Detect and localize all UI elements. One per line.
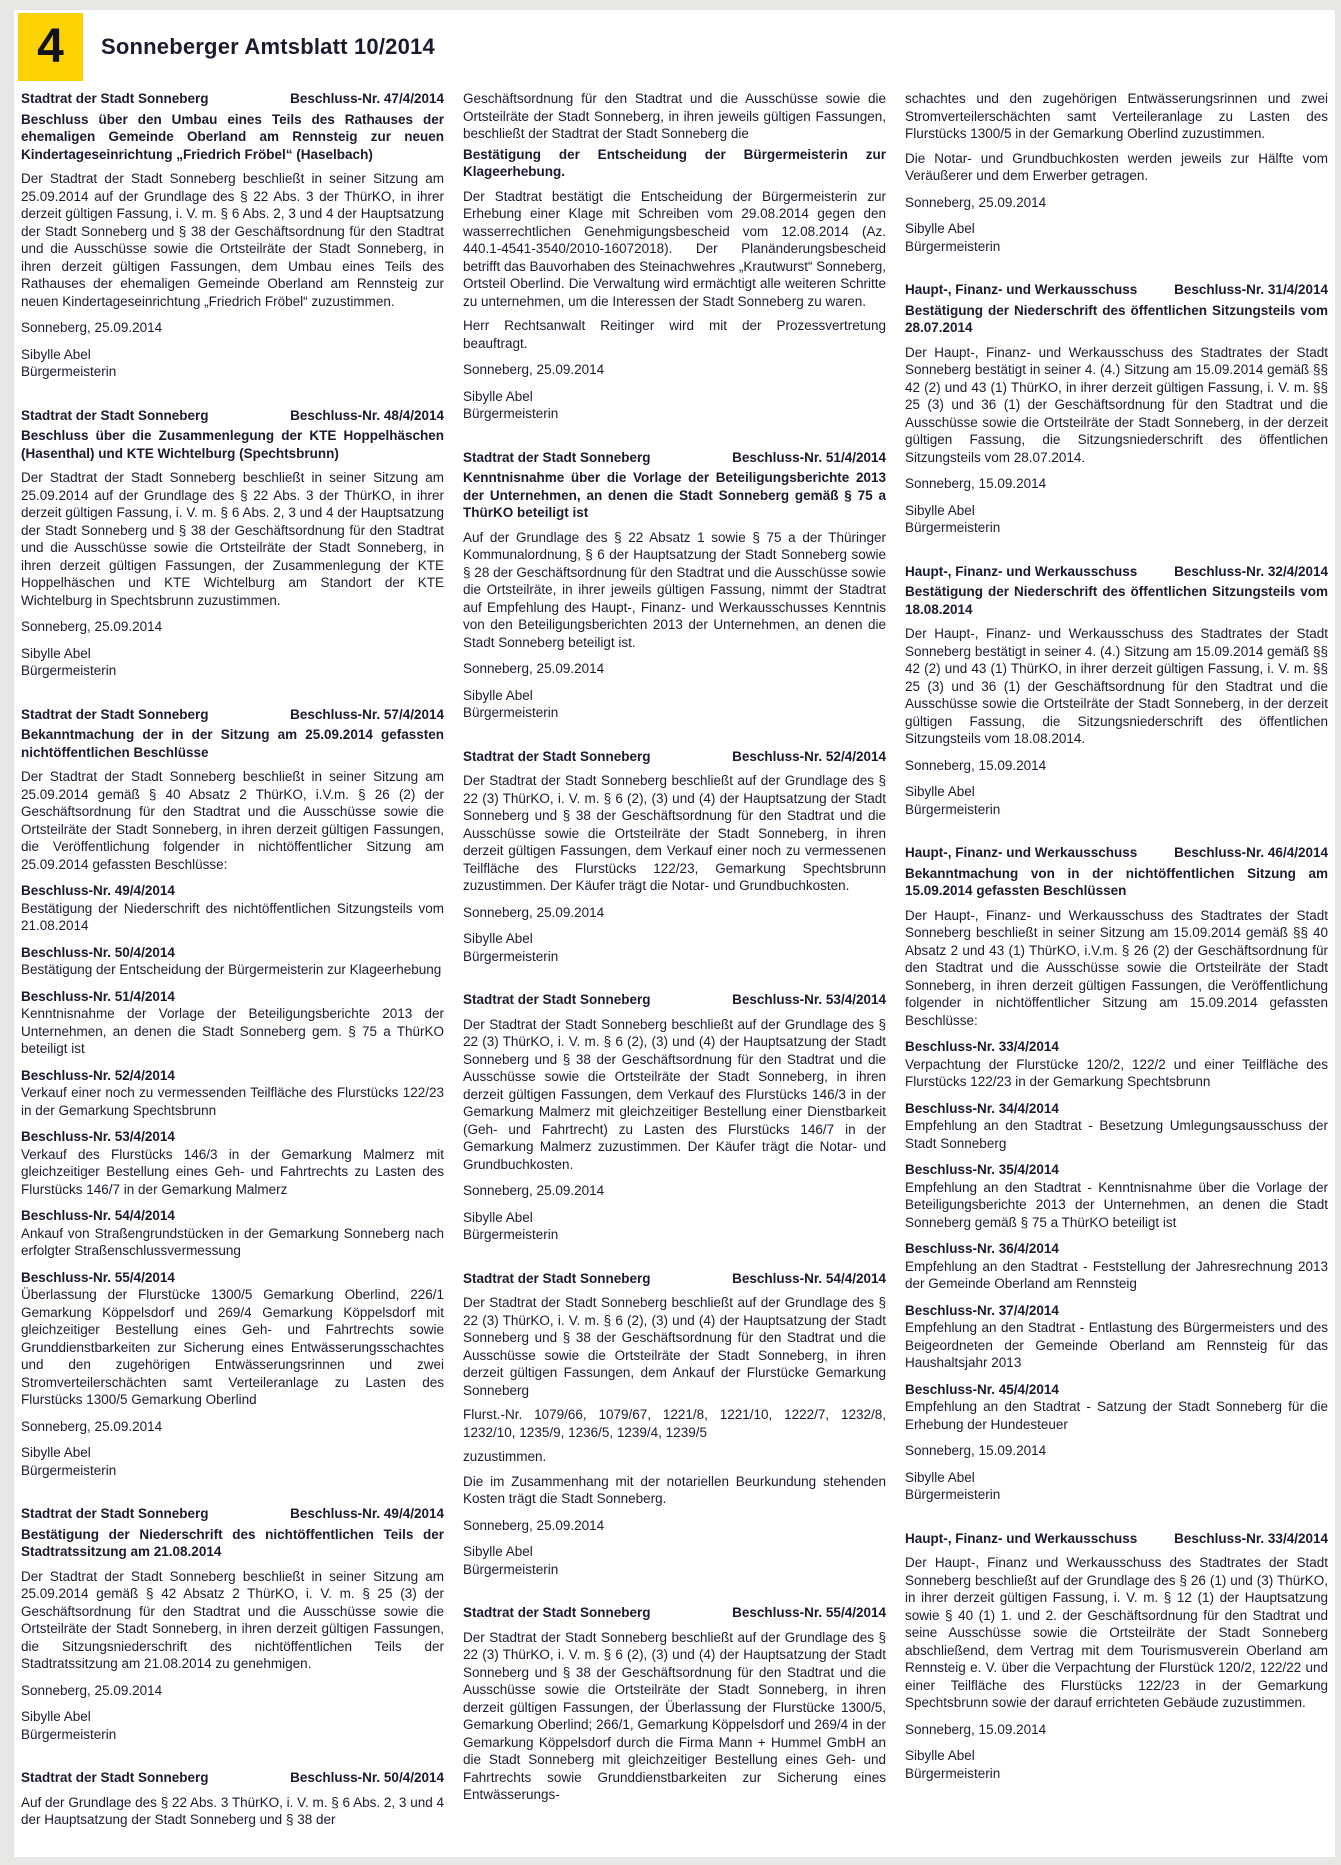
signoff-role: Bürgermeisterin	[463, 406, 559, 421]
section-org: Stadtrat der Stadt Sonneberg	[463, 1270, 651, 1286]
signoff-place-date: Sonneberg, 15.09.2014	[905, 1443, 1047, 1458]
beschluss-number-subhead: Beschluss-Nr. 33/4/2014	[905, 1039, 1059, 1054]
signoff-role: Bürgermeisterin	[21, 364, 117, 379]
section-header	[21, 1769, 444, 1787]
paragraph: zuzustimmen.	[463, 1449, 547, 1464]
section-beschluss-number: Beschluss-Nr. 51/4/2014	[732, 449, 886, 465]
signoff-role: Bürgermeisterin	[21, 1726, 117, 1742]
signoff-name: Sibylle Abel	[905, 221, 975, 236]
section-header	[463, 449, 886, 467]
signoff-place-date: Sonneberg, 15.09.2014	[905, 757, 1047, 773]
section-header	[21, 90, 444, 108]
signoff-name: Sibylle Abel	[463, 388, 533, 404]
beschluss-subject: Bestätigung der Niederschrift des nichtöffentlichen Sitzungsteils vom 21.08.2014	[21, 900, 444, 933]
beschluss-number-subhead: Beschluss-Nr. 54/4/2014	[21, 1208, 175, 1223]
paragraph: schachtes und den zugehörigen Entwässerungsrinnen und zwei Stromverteilerschächten samt Verteileranlage zu Lasten des Flurstücks 1300/5 in der Gemarkung Oberlind zuzustimmen.	[905, 91, 1328, 141]
beschluss-subject: Verkauf einer noch zu vermessenden Teilfläche des Flurstücks 122/23 in der Gemarkung Spechtsbrunn	[21, 1085, 444, 1118]
beschluss-subject: Empfehlung an den Stadtrat - Satzung der Stadt Sonneberg für die Erhebung der Hundesteuer	[905, 1399, 1328, 1432]
paragraph: Der Haupt-, Finanz- und Werkausschuss des Stadtrates der Stadt Sonneberg bestätigt in seiner 4. (4.) Sitzung am 15.09.2014 gemäß §§ 42 (2) und 43 (1) ThürKO, in ihrer derzeit gültigen Fassung, i. V. m. §§ 25 (3) und 36 (1) der Geschäftsordnung für den Stadtrat und die Ausschüsse sowie die Ortsteilräte der Stadt Sonneberg, in der derzeit gültigen Fassung, die Sitzungsniederschrift des öffentlichen Sitzungsteils vom 18.08.2014.	[905, 626, 1328, 746]
section-title: Bestätigung der Niederschrift des öffentlichen Sitzungsteils vom 28.07.2014	[905, 302, 1328, 335]
beschluss-subject: Bestätigung der Entscheidung der Bürgermeisterin zur Klageerhebung	[21, 962, 442, 977]
paragraph: Geschäftsordnung für den Stadtrat und die Ausschüsse sowie die Ortsteilräte der Stadt Sonneberg, in ihren jeweils gültigen Fassungen, beschließt der Stadtrat der Stadt Sonneberg die	[463, 91, 886, 141]
signoff-name: Sibylle Abel	[463, 687, 533, 703]
signoff-name: Sibylle Abel	[463, 1544, 533, 1559]
section-title: Bekanntmachung von in der nichtöffentlichen Sitzung am 15.09.2014 gefassten Beschlüssen	[905, 865, 1328, 898]
section-title: Bekanntmachung der in der Sitzung am 25.09.2014 gefassten nichtöffentlichen Beschlüsse	[21, 727, 444, 760]
signoff-place-date: Sonneberg, 25.09.2014	[905, 194, 1047, 210]
beschluss-number-subhead: Beschluss-Nr. 45/4/2014	[905, 1381, 1059, 1397]
section-title: Beschluss über den Umbau eines Teils des Rathauses der ehemaligen Gemeinde Oberland am Rennsteig zur neuen Kindertageseinrichtung „Friedrich Fröbel“ (Haselbach)	[21, 111, 444, 162]
beschluss-subject: Empfehlung an den Stadtrat - Kenntnisnahme über die Vorlage der Beteiligungsberichte 2013 der Unternehmen, an denen die Stadt Sonneberg gemäß § 75 a ThürKO beteiligt ist	[905, 1179, 1328, 1230]
signoff-role: Bürgermeisterin	[463, 948, 559, 964]
paragraph: Der Haupt-, Finanz- und Werkausschuss des Stadtrates der Stadt Sonneberg beschließt in seiner Sitzung am 15.09.2014 gemäß §§ 40 Absatz 2 und 43 (1) ThürKO, i.V.m. § 26 (2) der Geschäftsordnung für den Stadtrat und die Ausschüsse sowie die Ortsteilräte der Stadt Sonneberg, in ihren derzeit gültigen Fassungen, die Veröffentlichung folgender in nichtöffentlicher Sitzung am 15.09.2014 gefassten Beschlüsse:	[905, 907, 1328, 1028]
section-header	[905, 844, 1328, 862]
signoff-name: Sibylle Abel	[905, 502, 975, 518]
beschluss-subject: Empfehlung an den Stadtrat - Besetzung Umlegungsausschuss der Stadt Sonneberg	[905, 1118, 1328, 1151]
beschluss-number-subhead: Beschluss-Nr. 36/4/2014	[905, 1241, 1059, 1256]
signoff-role: Bürgermeisterin	[463, 1227, 559, 1242]
paragraph: Der Stadtrat der Stadt Sonneberg beschließt auf der Grundlage des § 22 (3) ThürKO, i. V. m. § 6 (2), (3) und (4) der Hauptsatzung der Stadt Sonneberg und § 38 der Geschäftsordnung für den Stadtrat und die Ausschüsse sowie die Ortsteilräte der Stadt Sonneberg, in ihren derzeit gültigen Fassungen, dem Verkauf einer noch zu vermessenen Teilfläche des Flurstücks 122/23, Gemarkung Spechtsbrunn zuzustimmen. Der Käufer trägt die Notar- und Grundbuchkosten.	[463, 773, 886, 893]
paragraph: Der Haupt-, Finanz und Werkausschuss des Stadtrates der Stadt Sonneberg beschließt auf der Grundlage des § 26 (1) und (3) ThürKO, in ihrer derzeit gültigen Fassung, i. V. m. § 12 (1) der Hauptsatzung sowie § 40 (1) 1. und 2. der Geschäftsordnung für den Stadtrat und seine Ausschüsse sowie die Ortsteilräte der Stadt Sonneberg abschließend, dem Vertrag mit dem Tourismusverein Oberland am Rennsteig e. V. über die Verpachtung der Flurstück 120/2, 122/22 und einer Teilfläche des Flurstücks 122/23 in der Gemarkung Spechtsbrunn sowie der darauf errichteten Gebäude zuzustimmen.	[905, 1555, 1328, 1710]
paragraph: Der Stadtrat der Stadt Sonneberg beschließt in seiner Sitzung am 25.09.2014 gemäß § 42 Absatz 2 ThürKO, i. V. m. § 25 (3) der Geschäftsordnung für den Stadtrat und die Ausschüsse sowie die Ortsteilräte der Stadt Sonneberg, in ihren derzeit gültigen Fassungen, die Sitzungsniederschrift des nichtöffentlichen Teils der Stadtratssitzung am 21.08.2014 zu genehmigen.	[21, 1568, 444, 1671]
section-beschluss-number: Beschluss-Nr. 33/4/2014	[1174, 1530, 1328, 1546]
section-header	[21, 706, 444, 724]
signoff-place-date: Sonneberg, 15.09.2014	[905, 476, 1047, 491]
signoff-role: Bürgermeisterin	[905, 1765, 1001, 1781]
paragraph: Der Stadtrat der Stadt Sonneberg beschließt in seiner Sitzung am 25.09.2014 auf der Grundlage des § 22 Abs. 3 der ThürKO, in ihrer derzeit gültigen Fassung, i. V. m. § 6 Abs. 2, 3 und 4 der Hauptsatzung der Stadt Sonneberg und § 38 der Geschäftsordnung für den Stadtrat und die Ausschüsse sowie die Ortsteilräte der Stadt Sonneberg, in ihren derzeit gültigen Fassungen, der Zusammenlegung der KTE Hoppelhäschen und KTE Wichtelburg am Standort der KTE Wichtelburg in Spechtsbrunn zuzustimmen.	[21, 470, 444, 608]
beschluss-number-subhead: Beschluss-Nr. 49/4/2014	[21, 883, 175, 898]
signoff-place-date: Sonneberg, 25.09.2014	[21, 320, 163, 335]
section-header	[905, 563, 1328, 581]
section-header	[463, 991, 886, 1009]
signoff-place-date: Sonneberg, 25.09.2014	[21, 619, 163, 634]
section-org: Stadtrat der Stadt Sonneberg	[463, 992, 651, 1007]
signoff-name: Sibylle Abel	[905, 784, 975, 799]
beschluss-subject: Kenntnisnahme der Vorlage der Beteiligungsberichte 2013 der Unternehmen, an denen die Stadt Sonneberg gem. § 75 a ThürKO beteiligt ist	[21, 1006, 444, 1056]
section-header	[463, 1604, 886, 1622]
section-beschluss-number: Beschluss-Nr. 53/4/2014	[732, 992, 886, 1007]
section-org: Stadtrat der Stadt Sonneberg	[21, 1506, 209, 1521]
paragraph: Der Stadtrat der Stadt Sonneberg beschließt auf der Grundlage des § 22 (3) ThürKO, i. V. m. § 6 (2), (3) und (4) der Hauptsatzung der Stadt Sonneberg und § 38 der Geschäftsordnung für den Stadtrat und die Ausschüsse sowie die Ortsteilräte der Stadt Sonneberg, in ihren derzeit gültigen Fassungen, der Überlassung der Flurstücke 1300/5, Gemarkung Oberlind; 266/1, Gemarkung Köppelsdorf und 269/4 in der Gemarkung Köppelsdorf durch die Firma Mann + Hummel GmbH an die Stadt Sonneberg mit gleichzeitiger Bestellung eines Geh- und Fahrtrechts sowie Grunddienstbarkeiten zur Sicherung eines Entwässerungs-	[463, 1629, 886, 1802]
section-title: Bestätigung der Niederschrift des öffentlichen Sitzungsteils vom 18.08.2014	[905, 584, 1328, 617]
signoff-place-date: Sonneberg, 25.09.2014	[463, 1183, 605, 1198]
beschluss-number-subhead: Beschluss-Nr. 50/4/2014	[21, 944, 175, 960]
beschluss-subject: Ankauf von Straßengrundstücken in der Gemarkung Sonneberg nach erfolgter Straßenschlussvermessung	[21, 1225, 444, 1258]
section-beschluss-number: Beschluss-Nr. 55/4/2014	[732, 1605, 886, 1620]
beschluss-number-subhead: Beschluss-Nr. 34/4/2014	[905, 1100, 1059, 1116]
signoff-place-date: Sonneberg, 25.09.2014	[21, 1418, 163, 1434]
signoff-role: Bürgermeisterin	[21, 663, 117, 678]
beschluss-subject: Empfehlung an den Stadtrat - Entlastung des Bürgermeisters und des Beigeordneten der Gemeinde Oberland am Rennsteig für das Haushaltsjahr 2013	[905, 1320, 1328, 1370]
signoff-role: Bürgermeisterin	[463, 705, 559, 720]
signoff-name: Sibylle Abel	[463, 931, 533, 946]
signoff-name: Sibylle Abel	[21, 346, 91, 362]
signoff-role: Bürgermeisterin	[905, 801, 1001, 817]
beschluss-number-subhead: Beschluss-Nr. 51/4/2014	[21, 988, 175, 1004]
section-beschluss-number: Beschluss-Nr. 54/4/2014	[732, 1270, 886, 1286]
beschluss-number-subhead: Beschluss-Nr. 35/4/2014	[905, 1162, 1059, 1177]
beschluss-subject: Verpachtung der Flurstücke 120/2, 122/2 und einer Teilfläche des Flurstücks 122/23 in der Gemarkung Spechtsbrunn	[905, 1056, 1328, 1089]
section-title: Bestätigung der Entscheidung der Bürgermeisterin zur Klageerhebung.	[463, 146, 886, 179]
column-2	[463, 90, 886, 1862]
paragraph: Die Notar- und Grundbuchkosten werden jeweils zur Hälfte vom Veräußerer und dem Erwerber getragen.	[905, 150, 1328, 183]
beschluss-subject: Verkauf des Flurstücks 146/3 in der Gemarkung Malmerz mit gleichzeitiger Bestellung eines Geh- und Fahrtrechts zu Lasten des Flurstücks 146/7 in der Gemarkung Malmerz	[21, 1146, 444, 1197]
signoff-name: Sibylle Abel	[463, 1209, 533, 1225]
section-beschluss-number: Beschluss-Nr. 46/4/2014	[1174, 845, 1328, 860]
section-org: Haupt-, Finanz- und Werkausschuss	[905, 282, 1138, 297]
section-title: Bestätigung der Niederschrift des nichtöffentlichen Teils der Stadtratssitzung am 21.08.2014	[21, 1526, 444, 1559]
section-org: Stadtrat der Stadt Sonneberg	[463, 449, 651, 465]
paragraph: Der Stadtrat der Stadt Sonneberg beschließt in seiner Sitzung am 25.09.2014 auf der Grundlage des § 22 Abs. 3 der ThürKO, in ihrer derzeit gültigen Fassung, i. V. m. § 6 Abs. 2, 3 und 4 der Hauptsatzung der Stadt Sonneberg und § 38 der Geschäftsordnung für den Stadtrat und die Ausschüsse sowie die Ortsteilräte der Stadt Sonneberg, in ihren derzeit gültigen Fassungen, dem Umbau eines Teils des Rathauses der ehemaligen Gemeinde Oberland am Rennsteig zur neuen Kindertageseinrichtung „Friedrich Fröbel“ zuzustimmen.	[21, 171, 444, 309]
section-header	[905, 281, 1328, 299]
section-beschluss-number: Beschluss-Nr. 47/4/2014	[290, 91, 444, 106]
signoff-name: Sibylle Abel	[905, 1748, 975, 1763]
section-beschluss-number: Beschluss-Nr. 57/4/2014	[290, 706, 444, 722]
section-org: Stadtrat der Stadt Sonneberg	[21, 1770, 209, 1785]
signoff-name: Sibylle Abel	[21, 645, 91, 661]
section-beschluss-number: Beschluss-Nr. 31/4/2014	[1174, 282, 1328, 297]
paragraph: Der Stadtrat bestätigt die Entscheidung der Bürgermeisterin zur Erhebung einer Klage mit Schreiben vom 29.08.2014 gegen den wasserrechtlichen Genehmigungsbescheid vom 12.08.2014 (Az. 440.1-4541-3540/2010-16072018). Der Planänderungsbescheid betrifft das Bauvorhaben des Steinachwehres „Krautwurst“ Sonneberg, Ortsteil Oberlind. Die Verwaltung wird ermächtigt alle weiteren Schritte zu unternehmen, um die Interessen der Stadt Sonneberg zu waren.	[463, 188, 886, 309]
paragraph: Die im Zusammenhang mit der notariellen Beurkundung stehenden Kosten trägt die Stadt Sonneberg.	[463, 1473, 886, 1506]
section-beschluss-number: Beschluss-Nr. 32/4/2014	[1174, 563, 1328, 579]
section-beschluss-number: Beschluss-Nr. 50/4/2014	[290, 1770, 444, 1785]
page-number-box	[18, 13, 83, 81]
beschluss-number-subhead: Beschluss-Nr. 52/4/2014	[21, 1067, 175, 1083]
section-org: Stadtrat der Stadt Sonneberg	[463, 1605, 651, 1620]
section-org: Stadtrat der Stadt Sonneberg	[463, 748, 651, 764]
section-title: Beschluss über die Zusammenlegung der KTE Hoppelhäschen (Hasenthal) und KTE Wichtelburg (Spechtsbrunn)	[21, 428, 444, 461]
paragraph: Flurst.-Nr. 1079/66, 1079/67, 1221/8, 1221/10, 1222/7, 1232/8, 1232/10, 1235/9, 1236/5, 1239/4, 1239/5	[463, 1407, 886, 1440]
column-1	[21, 90, 444, 1862]
paragraph: Der Stadtrat der Stadt Sonneberg beschließt auf der Grundlage des § 22 (3) ThürKO, i. V. m. § 6 (2), (3) und (4) der Hauptsatzung der Stadt Sonneberg und § 38 der Geschäftsordnung für den Stadtrat und die Ausschüsse sowie die Ortsteilräte der Stadt Sonneberg, in ihren derzeit gültigen Fassungen, dem Ankauf der Flurstücke Gemarkung Sonneberg	[463, 1295, 886, 1398]
paragraph: Auf der Grundlage des § 22 Abs. 3 ThürKO, i. V. m. § 6 Abs. 2, 3 und 4 der Hauptsatzung der Stadt Sonneberg und § 38 der	[21, 1794, 444, 1827]
section-title: Kenntnisnahme über die Vorlage der Beteiligungsberichte 2013 der Unternehmen, an denen die Stadt Sonneberg gemäß § 75 a ThürKO beteiligt ist	[463, 470, 886, 520]
signoff-name: Sibylle Abel	[21, 1445, 91, 1460]
section-org: Haupt-, Finanz- und Werkausschuss	[905, 563, 1138, 579]
signoff-role: Bürgermeisterin	[905, 238, 1001, 254]
signoff-place-date: Sonneberg, 25.09.2014	[21, 1682, 163, 1698]
signoff-place-date: Sonneberg, 25.09.2014	[463, 1517, 605, 1533]
signoff-place-date: Sonneberg, 25.09.2014	[463, 661, 605, 676]
signoff-role: Bürgermeisterin	[905, 520, 1001, 535]
beschluss-number-subhead: Beschluss-Nr. 37/4/2014	[905, 1302, 1059, 1318]
section-org: Stadtrat der Stadt Sonneberg	[21, 91, 209, 106]
paragraph: Herr Rechtsanwalt Reitinger wird mit der Prozessvertretung beauftragt.	[463, 318, 886, 351]
signoff-place-date: Sonneberg, 25.09.2014	[463, 904, 605, 920]
section-beschluss-number: Beschluss-Nr. 49/4/2014	[290, 1506, 444, 1521]
section-beschluss-number: Beschluss-Nr. 52/4/2014	[732, 748, 886, 764]
signoff-name: Sibylle Abel	[21, 1709, 91, 1724]
masthead-title: Sonneberger Amtsblatt 10/2014	[101, 34, 435, 59]
section-org: Haupt-, Finanz- und Werkausschuss	[905, 1530, 1138, 1546]
beschluss-number-subhead: Beschluss-Nr. 55/4/2014	[21, 1269, 175, 1285]
signoff-name: Sibylle Abel	[905, 1469, 975, 1485]
beschluss-subject: Empfehlung an den Stadtrat - Feststellung der Jahresrechnung 2013 der Gemeinde Oberland am Rennsteig	[905, 1258, 1328, 1291]
column-3	[905, 90, 1328, 1862]
section-beschluss-number: Beschluss-Nr. 48/4/2014	[290, 407, 444, 423]
signoff-role: Bürgermeisterin	[463, 1561, 559, 1577]
beschluss-number-subhead: Beschluss-Nr. 53/4/2014	[21, 1129, 175, 1144]
beschluss-subject: Überlassung der Flurstücke 1300/5 Gemarkung Oberlind, 226/1 Gemarkung Köppelsdorf und 269/4 Gemarkung Köppelsdorf mit gleichzeitiger Bestellung eines Geh- und Fahrtrechts sowie Grunddienstbarkeiten zur Sicherung eines Entwässerungsschachtes und den zugehörigen Entwässerungsrinnen und zwei Stromverteilerschächten samt Verteileranlage zu Lasten des Flurstücks 1300/5 Gemarkung Oberlind	[21, 1287, 444, 1407]
section-header	[21, 1505, 444, 1523]
section-header	[21, 407, 444, 425]
paragraph: Auf der Grundlage des § 22 Absatz 1 sowie § 75 a der Thüringer Kommunalordnung, § 6 der Hauptsatzung der Stadt Sonneberg sowie § 28 der Geschäftsordnung für den Stadtrat und die Ausschüsse sowie die Ortsteilräte, in ihrer jeweils gültigen Fassung, nimmt der Stadtrat auf Empfehlung des Haupt-, Finanz- und Werkausschusses Kenntnis von den Beteiligungsberichten 2013 der Unternehmen, an denen die Stadt Sonneberg beteiligt ist.	[463, 529, 886, 650]
signoff-role: Bürgermeisterin	[21, 1462, 117, 1478]
paragraph: Der Stadtrat der Stadt Sonneberg beschließt in seiner Sitzung am 25.09.2014 gemäß § 40 Absatz 2 ThürKO, i.V.m. § 26 (2) der Geschäftsordnung für den Stadtrat und die Ausschüsse sowie die Ortsteilräte der Stadt Sonneberg, in ihren derzeit gültigen Fassungen, die Veröffentlichung folgender in nichtöffentlicher Sitzung am 25.09.2014 gefassten Beschlüsse:	[21, 769, 444, 872]
signoff-place-date: Sonneberg, 15.09.2014	[905, 1721, 1047, 1737]
section-org: Stadtrat der Stadt Sonneberg	[21, 407, 209, 423]
page-number: 4	[37, 20, 64, 73]
signoff-place-date: Sonneberg, 25.09.2014	[463, 362, 605, 377]
section-header	[905, 1530, 1328, 1548]
section-org: Stadtrat der Stadt Sonneberg	[21, 706, 209, 722]
paragraph: Der Haupt-, Finanz- und Werkausschuss des Stadtrates der Stadt Sonneberg bestätigt in seiner 4. (4.) Sitzung am 15.09.2014 gemäß §§ 42 (2) und 43 (1) ThürKO, in ihrer derzeit gültigen Fassung, i. V. m. §§ 25 (3) und 36 (1) der Geschäftsordnung für den Stadtrat und die Ausschüsse sowie die Ortsteilräte der Stadt Sonneberg, in der derzeit gültigen Fassung, die Sitzungsniederschrift des öffentlichen Sitzungsteils vom 28.07.2014.	[905, 344, 1328, 465]
section-header	[463, 1270, 886, 1288]
signoff-role: Bürgermeisterin	[905, 1487, 1001, 1502]
section-org: Haupt-, Finanz- und Werkausschuss	[905, 845, 1138, 860]
paragraph: Der Stadtrat der Stadt Sonneberg beschließt auf der Grundlage des § 22 (3) ThürKO, i. V. m. § 6 (2), (3) und (4) der Hauptsatzung der Stadt Sonneberg und § 38 der Geschäftsordnung für den Stadtrat und die Ausschüsse sowie die Ortsteilräte der Stadt Sonneberg, in ihren derzeit gültigen Fassungen, dem Verkauf des Flurstücks 146/3 in der Gemarkung Malmerz mit gleichzeitiger Bestellung einer Dienstbarkeit (Geh- und Fahrtrecht) zu Lasten des Flurstücks 146/7 in der Gemarkung Malmerz zuzustimmen. Der Käufer trägt die Notar- und Grundbuchkosten.	[463, 1016, 886, 1172]
section-header	[463, 748, 886, 766]
